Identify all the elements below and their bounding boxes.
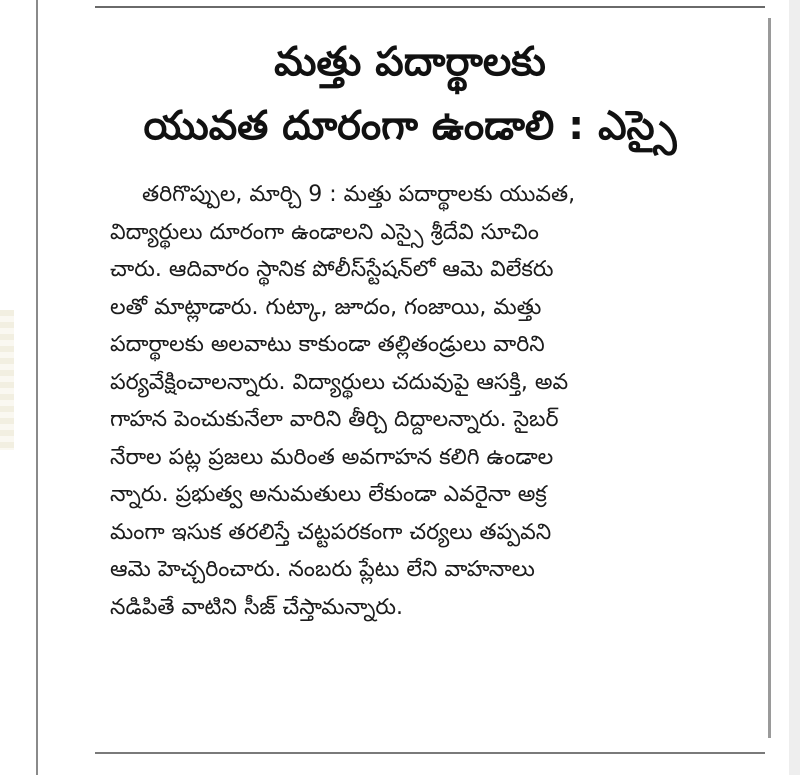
- bottom-rule: [95, 752, 765, 754]
- article-body: [110, 176, 750, 626]
- article-line: నడిపితే వాటిని సీజ్ చేస్తామన్నారు.: [110, 594, 404, 620]
- headline-line-1: మత్తు పదార్థాలకు: [274, 39, 546, 85]
- article-line: గాహన పెంచుకునేలా వారిని తీర్చి దిద్దాలన్నారు. సైబర్: [110, 407, 559, 432]
- article-line: లతో మాట్లాడారు. గుట్కా, జూదం, గంజాయి, మత్తు: [110, 294, 542, 320]
- headline: [70, 30, 750, 158]
- top-rule: [95, 6, 765, 8]
- headline-line-2: యువత దూరంగా ఉండాలి : ఎస్సై: [143, 103, 677, 149]
- adjacent-column-fragment: [0, 310, 14, 450]
- article-line: న్నారు. ప్రభుత్వ అనుమతులు లేకుండా ఎవరైనా అక్ర: [110, 482, 547, 507]
- article-line: తరిగొప్పుల, మార్చి 9 : మత్తు పదార్థాలకు యువత,: [142, 182, 576, 207]
- article-line: మంగా ఇసుక తరలిస్తే చట్టపరకంగా చర్యలు తప్పవని: [110, 519, 552, 545]
- article-line: ఆమె హెచ్చరించారు. నంబరు ప్లేటు లేని వాహనాలు: [110, 557, 535, 582]
- article-line: నేరాల పట్ల ప్రజలు మరింత అవగాహన కలిగి ఉండాల: [110, 444, 554, 470]
- article-line: విద్యార్థులు దూరంగా ఉండాలని ఎస్సై శ్రీదేవి సూచిం: [110, 219, 539, 245]
- article-line: చారు. ఆదివారం స్థానిక పోలీస్‌స్టేషన్‌లో ఆమె విలేకరు: [110, 257, 554, 282]
- left-column-divider: [36, 0, 38, 775]
- right-column-divider: [768, 18, 771, 738]
- article-line: పర్యవేక్షించాలన్నారు. విద్యార్థులు చదువుపై ఆసక్తి, అవ: [110, 369, 569, 395]
- right-edge-strip: [789, 0, 800, 775]
- article-line: పదార్థాలకు అలవాటు కాకుండా తల్లితండ్రులు వారిని: [110, 332, 545, 357]
